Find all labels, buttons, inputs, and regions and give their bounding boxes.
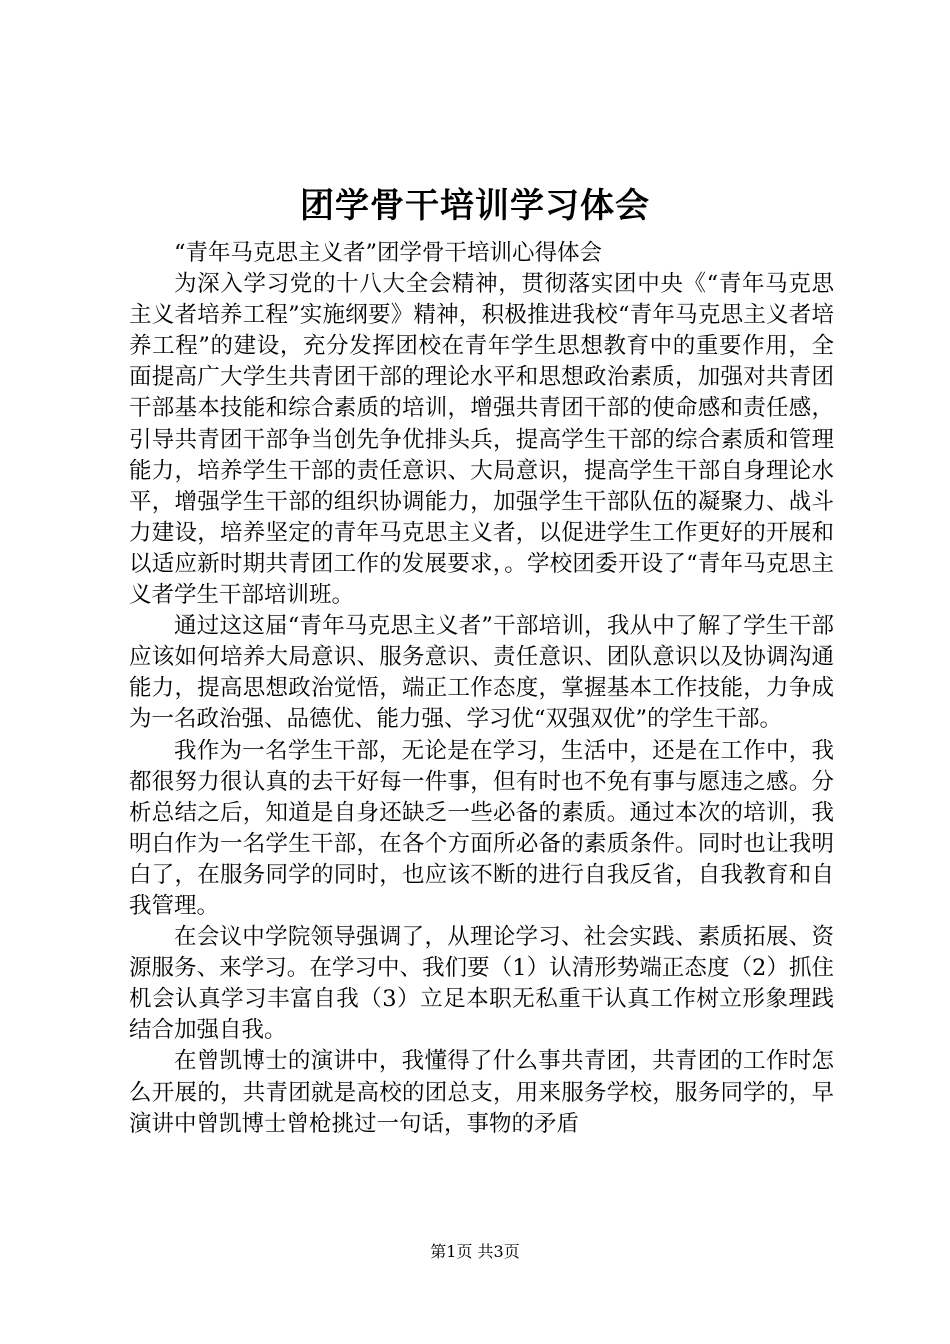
- paragraph: 在会议中学院领导强调了，从理论学习、社会实践、素质拓展、资源服务、来学习。在学习中、我们要（1）认清形势端正态度（2）抓住机会认真学习丰富自我（3）立足本职无私重干认真工作树立形象理践结合加强自我。: [129, 924, 834, 1044]
- page-footer: 第1页 共3页: [430, 1242, 520, 1261]
- paragraph: 为深入学习党的十八大全会精神，贯彻落实团中央《“青年马克思主义者培养工程”实施纲要》精神，积极推进我校“青年马克思主义者培养工程”的建设，充分发挥团校在青年学生思想教育中的重要作用，全面提高广大学生共青团干部的理论水平和思想政治素质，加强对共青团干部基本技能和综合素质的培训，增强共青团干部的使命感和责任感，引导共青团干部争当创先争优排头兵，提高学生干部的综合素质和管理能力，培养学生干部的责任意识、大局意识，提高学生干部自身理论水平，增强学生干部的组织协调能力，加强学生干部队伍的凝聚力、战斗力建设，培养坚定的青年马克思主义者，以促进学生工作更好的开展和以适应新时期共青团工作的发展要求，。学校团委开设了“青年马克思主义者学生干部培训班。: [129, 271, 834, 609]
- paragraph: 在曾凯博士的演讲中，我懂得了什么事共青团，共青团的工作时怎么开展的，共青团就是高校的团总支，用来服务学校，服务同学的，早演讲中曾凯博士曾枪挑过一句话，事物的矛盾: [129, 1048, 834, 1137]
- paragraph: 我作为一名学生干部，无论是在学习，生活中，还是在工作中，我都很努力很认真的去干好每一件事，但有时也不免有事与愿违之感。分析总结之后，知道是自身还缺乏一些必备的素质。通过本次的培训，我明白作为一名学生干部，在各个方面所必备的素质条件。同时也让我明白了，在服务同学的同时，也应该不断的进行自我反省，自我教育和自我管理。: [129, 737, 834, 919]
- document-body: [129, 238, 834, 1140]
- paragraph: 通过这这届“青年马克思主义者”干部培训，我从中了解了学生干部应该如何培养大局意识、服务意识、责任意识、团队意识以及协调沟通能力，提高思想政治觉悟，端正工作态度，掌握基本工作技能，力争成为一名政治强、品德优、能力强、学习优“双强双优”的学生干部。: [129, 613, 834, 733]
- document-title: 团学骨干培训学习体会: [300, 186, 650, 226]
- paragraph-subtitle: “青年马克思主义者”团学骨干培训心得体会: [174, 240, 603, 266]
